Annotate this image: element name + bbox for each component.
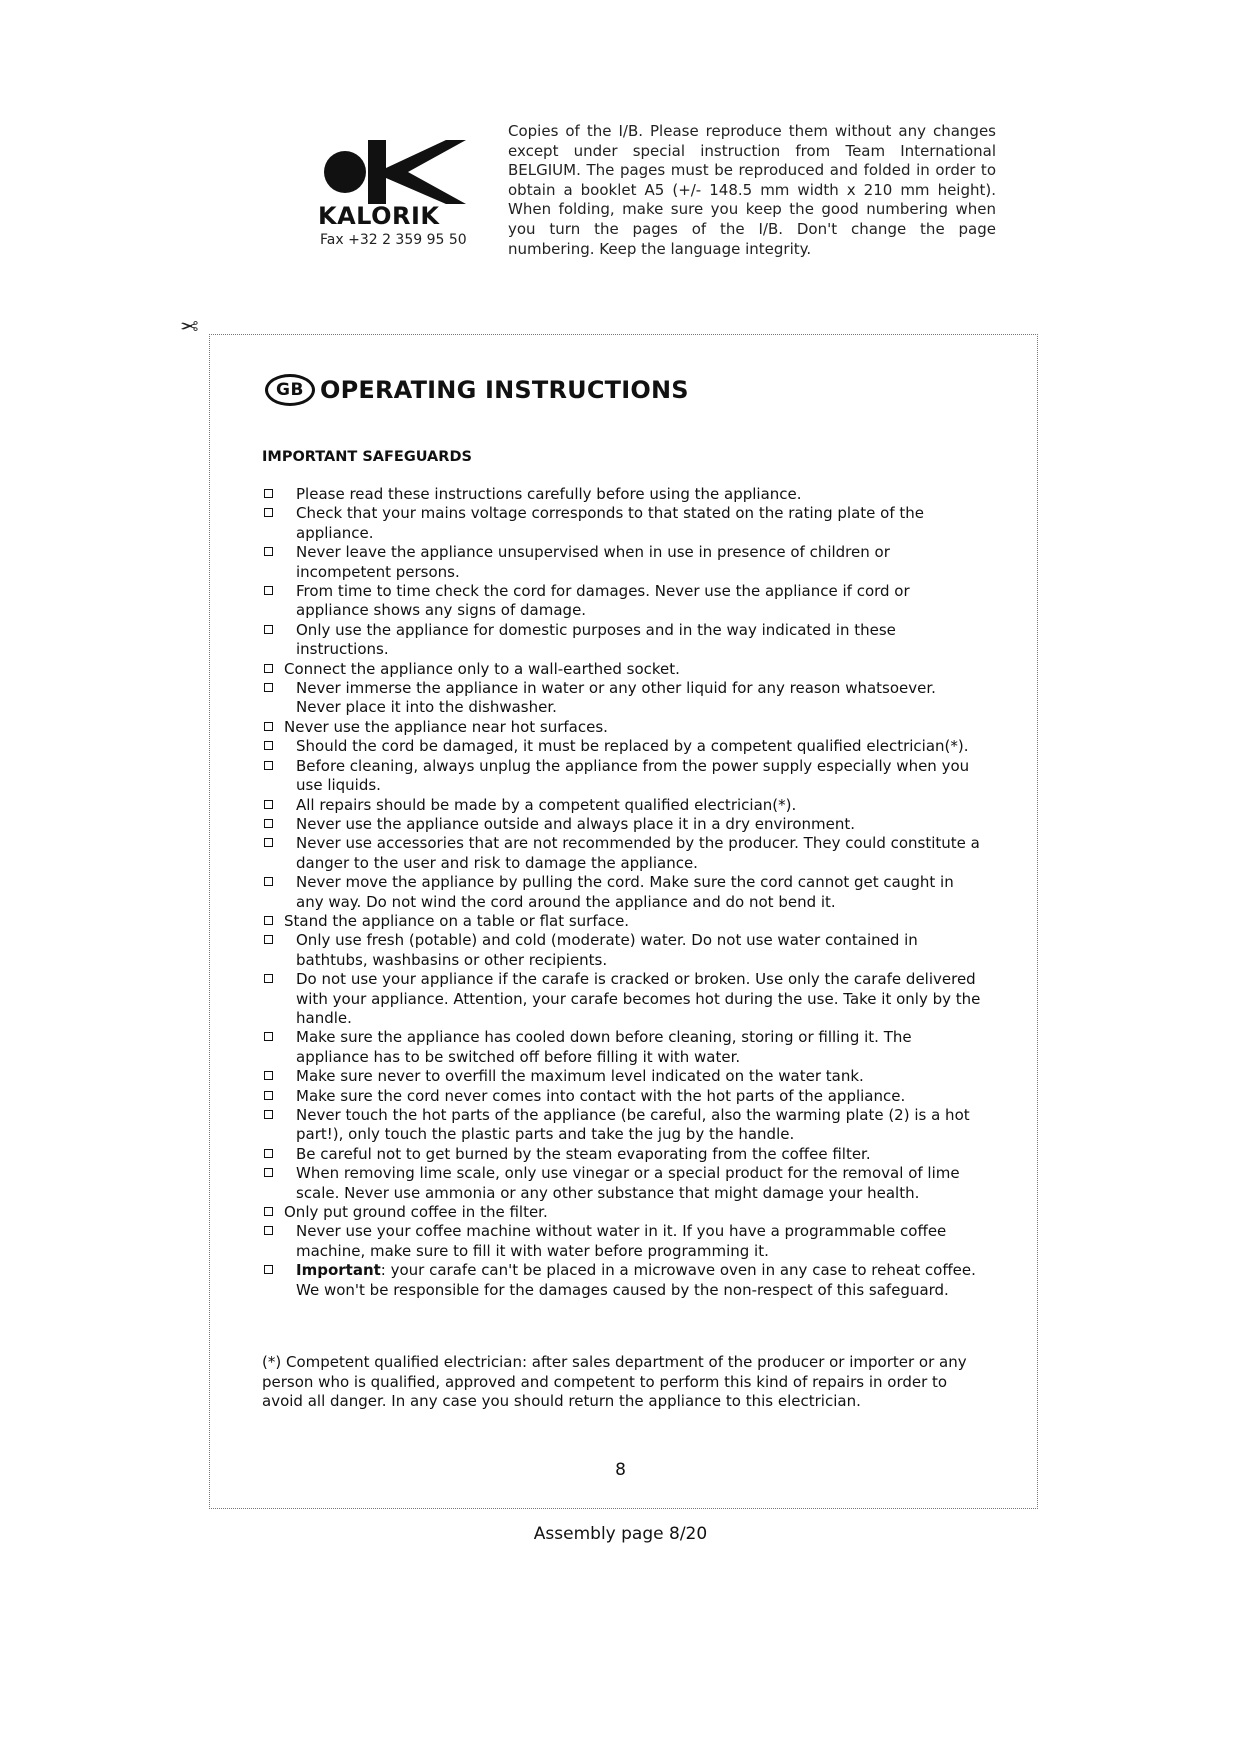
empty-square-bullet-icon [264,1071,273,1080]
list-item [262,718,982,737]
empty-square-bullet-icon [264,1091,273,1100]
empty-square-bullet-icon [264,800,273,809]
list-item [262,660,982,679]
list-item [262,1222,982,1261]
list-item-text: Never use the appliance near hot surfaces. [284,717,608,736]
list-item-text: Never immerse the appliance in water or any other liquid for any reason whatsoever. Never place it into the dishwasher. [296,679,936,717]
list-item [262,621,982,660]
empty-square-bullet-icon [264,1110,273,1119]
section-title: IMPORTANT SAFEGUARDS [262,449,472,465]
empty-square-bullet-icon [264,974,273,983]
empty-square-bullet-icon [264,916,273,925]
list-item [262,970,982,1028]
empty-square-bullet-icon [264,877,273,886]
list-item [262,1145,982,1164]
list-item-text: When removing lime scale, only use vinegar or a special product for the removal of lime scale. Never use ammonia or any other substance that might damage your health. [296,1164,960,1202]
list-item-text: Make sure the appliance has cooled down before cleaning, storing or filling it. The appliance has to be switched off before filling it with water. [296,1028,912,1066]
list-item [262,1067,982,1086]
list-item-text: Stand the appliance on a table or flat surface. [284,911,630,930]
list-item-text: Never use accessories that are not recommended by the producer. They could constitute a danger to the user and risk to damage the appliance. [296,834,980,872]
important-text: : your carafe can't be placed in a microwave oven in any case to reheat coffee. We won't be responsible for the damages caused by the non-respect of this safeguard. [296,1261,976,1299]
list-item-text: Only put ground coffee in the filter. [284,1203,548,1222]
list-item [262,1164,982,1203]
list-item-text: Make sure never to overfill the maximum level indicated on the water tank. [296,1067,864,1086]
list-item-text: All repairs should be made by a competent qualified electrician(*). [296,795,797,814]
empty-square-bullet-icon [264,1226,273,1235]
list-item-text: Make sure the cord never comes into contact with the hot parts of the appliance. [296,1086,906,1105]
list-item [262,543,982,582]
list-item [262,834,982,873]
scissors-icon: ✂ [180,312,199,337]
fax-number: Fax +32 2 359 95 50 [320,232,467,248]
empty-square-bullet-icon [264,489,273,498]
page-number: 8 [615,1460,626,1480]
list-item [262,737,982,756]
list-item [262,582,982,621]
list-item [262,1203,982,1222]
empty-square-bullet-icon [264,819,273,828]
list-item [262,485,982,504]
list-item [262,757,982,796]
empty-square-bullet-icon [264,1032,273,1041]
kalorik-wordmark: KALORIK [318,202,440,228]
electrician-footnote: (*) Competent qualified electrician: after sales department of the producer or importer or any person who is qualified, approved and competent to perform this kind of repairs in order to avoid all danger. In any case you should return the appliance to this electrician. [262,1353,967,1411]
list-item [262,931,982,970]
list-item-important [262,1261,982,1300]
empty-square-bullet-icon [264,1168,273,1177]
list-item [262,873,982,912]
list-item-text: Only use fresh (potable) and cold (moderate) water. Do not use water contained in bathtubs, washbasins or other recipients. [296,931,918,969]
empty-square-bullet-icon [264,935,273,944]
empty-square-bullet-icon [264,547,273,556]
empty-square-bullet-icon [264,508,273,517]
list-item-text: Connect the appliance only to a wall-earthed socket. [284,659,680,678]
page-heading [265,374,689,406]
empty-square-bullet-icon [264,683,273,692]
reproduction-notice: Copies of the I/B. Please reproduce them without any changes except under special instruction from Team International BELGIUM. The pages must be reproduced and folded in order to obtain a booklet A5 (+/- 148.5 mm width x 210 mm height). When folding, make sure you keep the good numbering when you turn the pages of the I/B. Don't change the page numbering. Keep the language integrity. [508,122,996,258]
list-item-text: Never leave the appliance unsupervised when in use in presence of children or incompetent persons. [296,543,890,581]
list-item-text: Be careful not to get burned by the steam evaporating from the coffee filter. [296,1144,871,1163]
list-item-text: From time to time check the cord for damages. Never use the appliance if cord or appliance shows any signs of damage. [296,582,910,620]
kalorik-logo-mark [318,138,468,228]
list-item [262,912,982,931]
list-item-text: Check that your mains voltage corresponds to that stated on the rating plate of the appliance. [296,504,925,542]
list-item-text: Never use your coffee machine without water in it. If you have a programmable coffee machine, make sure to fill it with water before programming it. [296,1222,947,1260]
empty-square-bullet-icon [264,1265,273,1274]
important-label: Important [296,1261,381,1280]
list-item [262,1087,982,1106]
list-item [262,504,982,543]
empty-square-bullet-icon [264,722,273,731]
list-item [262,1028,982,1067]
list-item-text: Never use the appliance outside and always place it in a dry environment. [296,814,856,833]
empty-square-bullet-icon [264,625,273,634]
empty-square-bullet-icon [264,1149,273,1158]
empty-square-bullet-icon [264,1207,273,1216]
list-item-text: Please read these instructions carefully before using the appliance. [296,485,802,503]
list-item-text: Before cleaning, always unplug the appliance from the power supply especially when you use liquids. [296,756,970,795]
assembly-page-label: Assembly page 8/20 [533,1524,708,1544]
list-item-text: Only use the appliance for domestic purposes and in the way indicated in these instructions. [296,620,896,659]
list-item-text: Should the cord be damaged, it must be replaced by a competent qualified electrician(*). [296,737,969,756]
empty-square-bullet-icon [264,761,273,770]
empty-square-bullet-icon [264,664,273,673]
kalorik-logo [318,138,468,228]
list-item [262,796,982,815]
safeguards-list [262,485,982,1300]
list-item-text: Do not use your appliance if the carafe is cracked or broken. Use only the carafe delivered with your appliance. Attention, your carafe becomes hot during the use. Take it only by the handle. [296,970,981,1027]
empty-square-bullet-icon [264,741,273,750]
list-item [262,679,982,718]
empty-square-bullet-icon [264,838,273,847]
empty-square-bullet-icon [264,586,273,595]
language-badge: GB [265,374,315,406]
page-title: OPERATING INSTRUCTIONS [320,376,689,404]
list-item [262,1106,982,1145]
list-item [262,815,982,834]
list-item-text: Never touch the hot parts of the appliance (be careful, also the warming plate (2) is a hot part!), only touch the plastic parts and take the jug by the handle. [296,1106,970,1144]
list-item-text: Never move the appliance by pulling the cord. Make sure the cord cannot get caught in any way. Do not wind the cord around the appliance and do not bend it. [296,873,954,911]
